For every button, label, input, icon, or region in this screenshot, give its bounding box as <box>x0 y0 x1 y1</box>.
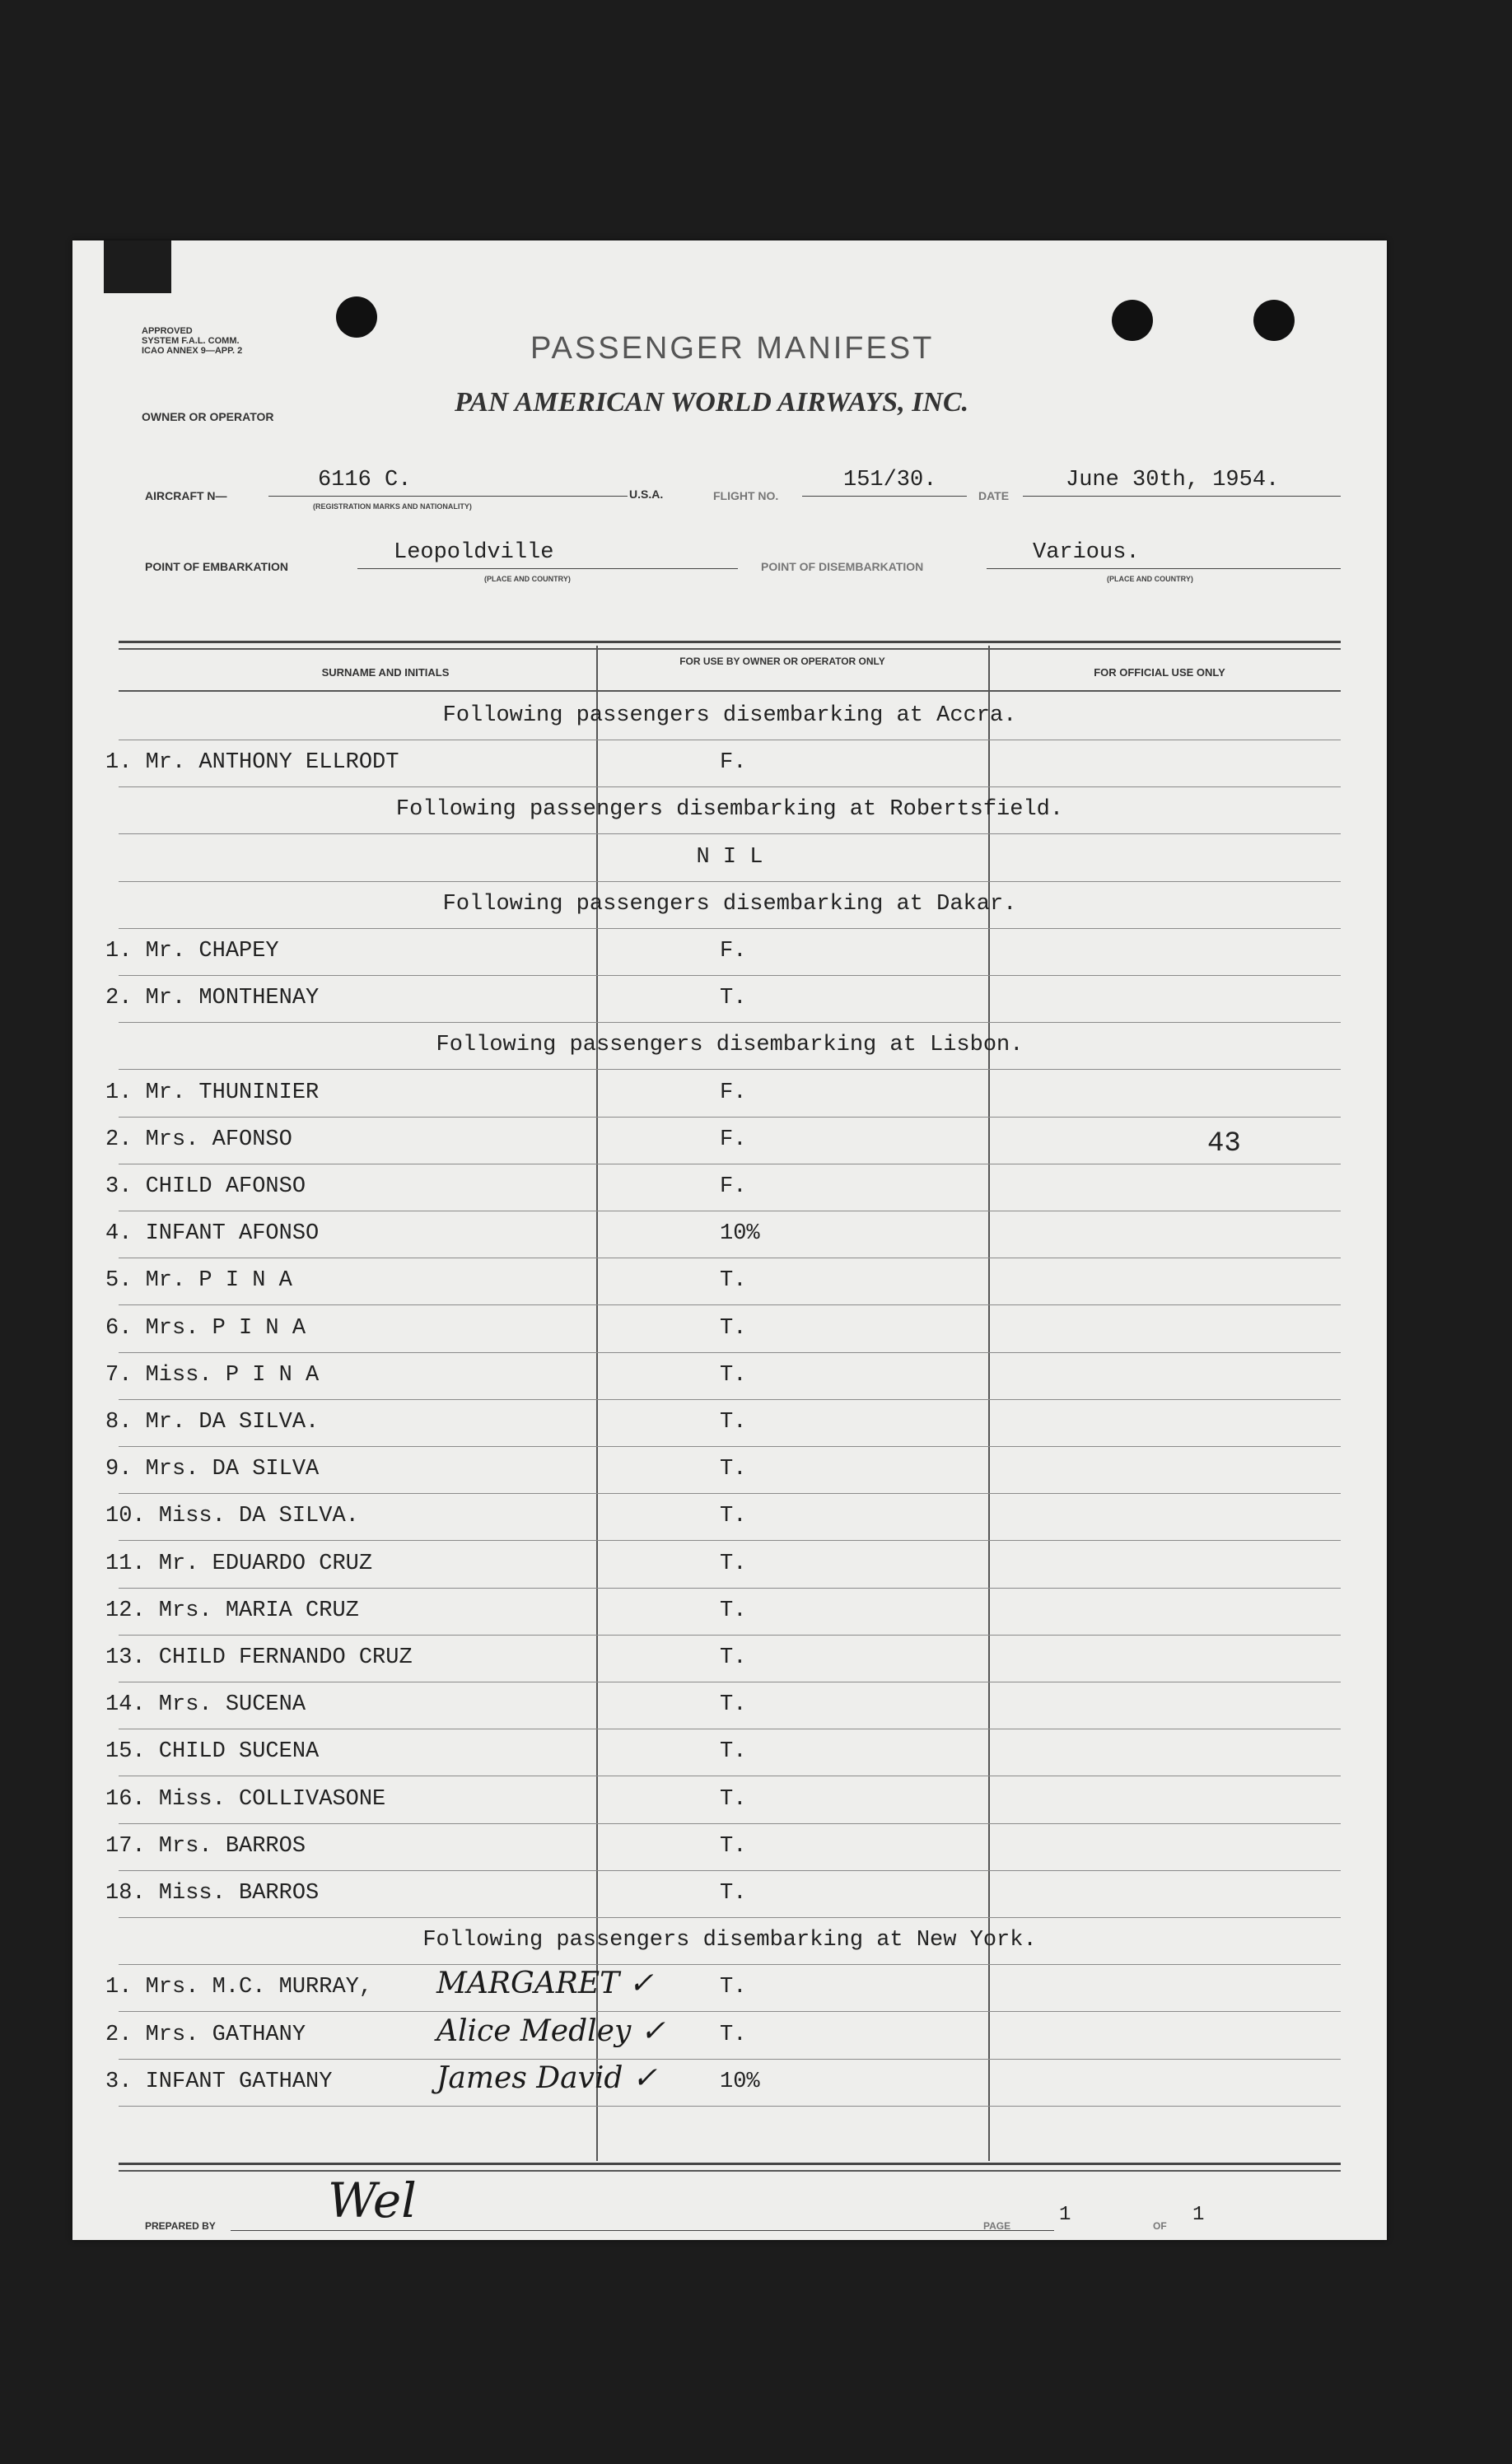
owner-use-mark: 10% <box>720 2070 760 2094</box>
owner-use-mark: T. <box>720 1504 747 1528</box>
passenger-name: 10. Miss. DA SILVA. <box>105 1504 359 1528</box>
owner-use-mark: T. <box>720 1410 747 1435</box>
row-rule <box>119 1823 1341 1824</box>
owner-use-mark: T. <box>720 1552 747 1576</box>
embarkation-value: Leopoldville <box>394 540 554 565</box>
disembarkation-underline <box>987 568 1341 569</box>
row-rule <box>119 1117 1341 1118</box>
owner-use-mark: T. <box>720 1316 747 1341</box>
handwritten-name: James David ✓ <box>436 2061 658 2095</box>
passenger-name: 6. Mrs. P I N A <box>105 1316 306 1341</box>
passenger-name: 1. Mr. THUNINIER <box>105 1080 320 1105</box>
passenger-name: 13. CHILD FERNANDO CRUZ <box>105 1645 413 1670</box>
page-title: PASSENGER MANIFEST <box>530 331 935 366</box>
passenger-name: 3. CHILD AFONSO <box>105 1174 306 1199</box>
owner-use-mark: T. <box>720 2023 747 2047</box>
passenger-name: 8. Mr. DA SILVA. <box>105 1410 320 1435</box>
owner-use-mark: F. <box>720 1174 747 1199</box>
passenger-name: 16. Miss. COLLIVASONE <box>105 1787 386 1812</box>
page-label: PAGE <box>983 2220 1011 2232</box>
embarkation-underline <box>357 568 738 569</box>
prepared-by-label: PREPARED BY <box>145 2220 216 2232</box>
row-rule <box>119 1917 1341 1918</box>
footer-rule <box>119 2163 1341 2172</box>
row-rule <box>119 1870 1341 1871</box>
company-name: PAN AMERICAN WORLD AIRWAYS, INC. <box>455 387 969 418</box>
row-rule <box>119 975 1341 976</box>
section-heading: Following passengers disembarking at Lisbon. <box>436 1033 1024 1057</box>
of-label: OF <box>1153 2220 1167 2232</box>
section-heading: Following passengers disembarking at Robertsfield. <box>395 797 1064 822</box>
passenger-name: 9. Mrs. DA SILVA <box>105 1457 320 1482</box>
row-rule <box>119 881 1341 882</box>
owner-use-mark: T. <box>720 1692 747 1717</box>
passenger-name: 2. Mrs. GATHANY <box>105 2023 306 2047</box>
disembarkation-value: Various. <box>1033 540 1140 565</box>
owner-use-mark: 10% <box>720 1221 760 1246</box>
passenger-name: 4. INFANT AFONSO <box>105 1221 320 1246</box>
row-rule <box>119 1399 1341 1400</box>
owner-use-mark: T. <box>720 986 747 1010</box>
flight-value: 151/30. <box>843 468 937 492</box>
row-rule <box>119 1493 1341 1494</box>
handwritten-name: Alice Medley ✓ <box>436 2014 665 2048</box>
row-rule <box>119 1964 1341 1965</box>
owner-use-mark: F. <box>720 750 747 775</box>
handwritten-name: MARGARET ✓ <box>436 1967 654 2000</box>
embarkation-label: POINT OF EMBARKATION <box>145 560 288 573</box>
passenger-name: 7. Miss. P I N A <box>105 1363 320 1388</box>
passenger-name: 11. Mr. EDUARDO CRUZ <box>105 1552 373 1576</box>
approval-line: APPROVED <box>142 326 193 336</box>
disembarkation-note: (PLACE AND COUNTRY) <box>1107 575 1193 583</box>
page-number: 1 <box>1059 2204 1071 2226</box>
punch-hole <box>1112 300 1153 341</box>
owner-use-mark: T. <box>720 1975 747 2000</box>
prepared-by-underline <box>231 2230 1054 2231</box>
aircraft-label: AIRCRAFT N— <box>145 489 227 502</box>
row-rule <box>119 1635 1341 1636</box>
row-rule <box>119 833 1341 834</box>
row-rule <box>119 2106 1341 2107</box>
column-official-use: FOR OFFICIAL USE ONLY <box>1094 666 1225 679</box>
owner-use-mark: F. <box>720 1127 747 1152</box>
passenger-name: 14. Mrs. SUCENA <box>105 1692 306 1717</box>
passenger-name: 2. Mrs. AFONSO <box>105 1127 292 1152</box>
registration-note: (REGISTRATION MARKS AND NATIONALITY) <box>313 502 472 511</box>
row-rule <box>119 1352 1341 1353</box>
punch-hole <box>336 296 377 338</box>
embarkation-note: (PLACE AND COUNTRY) <box>484 575 571 583</box>
aircraft-value: 6116 C. <box>318 468 412 492</box>
date-underline <box>1023 496 1341 497</box>
approval-note <box>142 326 242 356</box>
row-rule <box>119 1446 1341 1447</box>
passenger-name: 1. Mr. CHAPEY <box>105 939 279 964</box>
flight-underline <box>802 496 967 497</box>
section-heading: Following passengers disembarking at New York. <box>422 1928 1037 1953</box>
approval-line: ICAO ANNEX 9—APP. 2 <box>142 346 243 356</box>
column-owner-use: FOR USE BY OWNER OR OPERATOR ONLY <box>679 656 885 667</box>
owner-use-mark: F. <box>720 939 747 964</box>
owner-use-mark: T. <box>720 1834 747 1859</box>
date-label: DATE <box>978 489 1010 502</box>
owner-use-mark: T. <box>720 1881 747 1906</box>
owner-label: OWNER OR OPERATOR <box>142 410 274 423</box>
owner-use-mark: T. <box>720 1363 747 1388</box>
passenger-name: 2. Mr. MONTHENAY <box>105 986 320 1010</box>
row-rule <box>119 1304 1341 1305</box>
usa-label: U.S.A. <box>629 488 664 501</box>
row-rule <box>119 786 1341 787</box>
passenger-name: 17. Mrs. BARROS <box>105 1834 306 1859</box>
preparer-signature: Wel <box>328 2172 417 2228</box>
flight-label: FLIGHT NO. <box>713 489 779 502</box>
approval-line: SYSTEM F.A.L. COMM. <box>142 336 240 346</box>
official-number: 43 <box>1207 1128 1241 1160</box>
column-surname: SURNAME AND INITIALS <box>321 666 450 679</box>
header-rule <box>119 641 1341 650</box>
owner-use-mark: T. <box>720 1739 747 1764</box>
date-value: June 30th, 1954. <box>1066 468 1280 492</box>
owner-use-mark: T. <box>720 1645 747 1670</box>
passenger-name: 3. INFANT GATHANY <box>105 2070 333 2094</box>
page-total: 1 <box>1192 2204 1205 2226</box>
torn-corner <box>104 240 171 293</box>
passenger-name: 12. Mrs. MARIA CRUZ <box>105 1598 359 1623</box>
punch-hole <box>1253 300 1295 341</box>
owner-use-mark: T. <box>720 1787 747 1812</box>
row-rule <box>119 1588 1341 1589</box>
passenger-name: 1. Mr. ANTHONY ELLRODT <box>105 750 399 775</box>
disembarkation-label: POINT OF DISEMBARKATION <box>761 560 924 573</box>
passenger-name: 18. Miss. BARROS <box>105 1881 320 1906</box>
owner-use-mark: T. <box>720 1598 747 1623</box>
row-rule <box>119 1069 1341 1070</box>
aircraft-underline <box>268 496 628 497</box>
section-heading: Following passengers disembarking at Dakar. <box>442 892 1017 917</box>
row-rule <box>119 928 1341 929</box>
section-heading: Following passengers disembarking at Accra. <box>442 703 1017 728</box>
owner-use-mark: F. <box>720 1080 747 1105</box>
row-rule <box>119 1022 1341 1023</box>
owner-use-mark: T. <box>720 1268 747 1293</box>
manifest-sheet <box>72 240 1387 2240</box>
row-rule <box>119 1540 1341 1541</box>
header-bottom-rule <box>119 690 1341 692</box>
row-rule <box>119 2011 1341 2012</box>
passenger-name: 15. CHILD SUCENA <box>105 1739 320 1764</box>
row-rule <box>119 2059 1341 2060</box>
section-heading: N I L <box>696 845 763 870</box>
passenger-name: 1. Mrs. M.C. MURRAY, <box>105 1975 373 2000</box>
owner-use-mark: T. <box>720 1457 747 1482</box>
passenger-name: 5. Mr. P I N A <box>105 1268 292 1293</box>
